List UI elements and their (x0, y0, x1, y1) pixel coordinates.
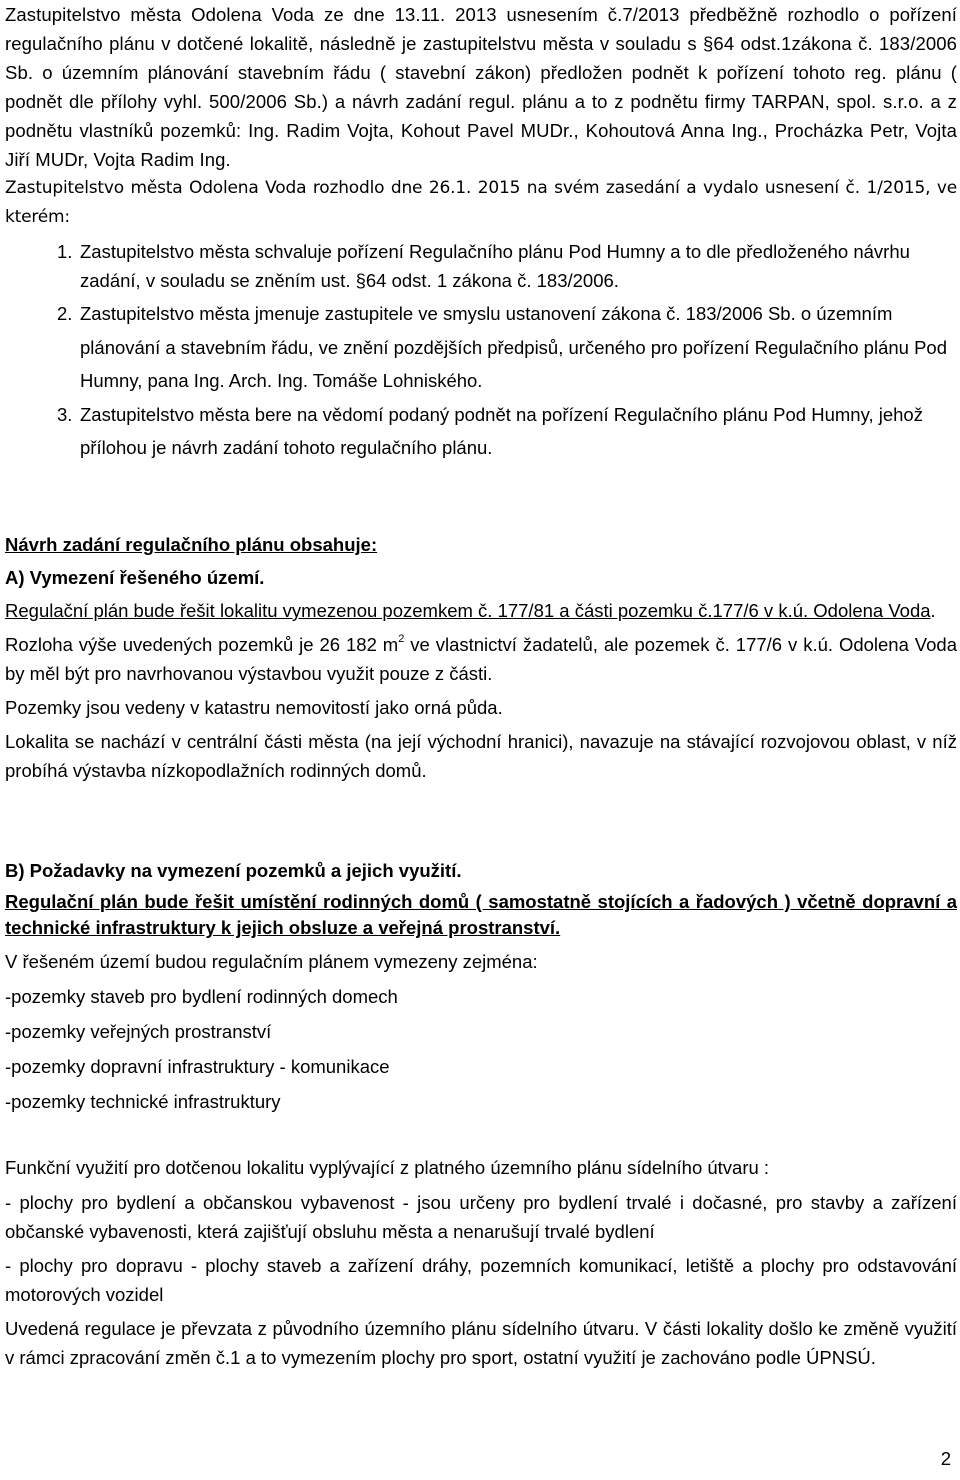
area-superscript: 2 (398, 633, 405, 645)
function-item-2: - plochy pro dopravu - plochy staveb a zařízení dráhy, pozemních komunikací, letiště a plochy pro odstavování motorových vozidel (5, 1255, 957, 1305)
section-b-title: B) Požadavky na vymezení pozemků a jejich využití. (5, 860, 462, 881)
section-a-title: A) Vymezení řešeného území. (5, 567, 265, 588)
section-b-intro: V řešeném území budou regulačním plánem vymezeny zejména: (5, 951, 538, 972)
resolution-item (5, 297, 957, 398)
section-main-heading (5, 530, 957, 559)
closing-paragraph: Uvedená regulace je převzata z původního územního plánu sídelního útvaru. V části lokality došlo ke změně využití v rámci zpracování změn č.1 a to vymezením plochy pro sport, ostatní využití je zachováno podle ÚPNSÚ. (5, 1318, 957, 1368)
resolution-text: Zastupitelstvo města bere na vědomí podaný podnět na pořízení Regulačního plánu Pod Humny, jehož přílohou je návrh zadání tohoto regulačního plánu. (80, 403, 923, 458)
section-b-lead: Regulační plán bude řešit umístění rodinných domů ( samostatně stojících a řadových ) včetně dopravní a technické infrastruktury k jejich obsluze a veřejná prostranství. (5, 891, 957, 938)
section-a-paragraph-1 (5, 596, 957, 625)
section-a-paragraph-2 (5, 630, 957, 688)
function-intro: Funkční využití pro dotčenou lokalitu vyplývající z platného územního plánu sídelního útvaru : (5, 1157, 770, 1178)
section-a (5, 563, 957, 785)
resolution-list (5, 237, 957, 465)
page-number: 2 (940, 1448, 951, 1469)
section-a-paragraph-3: Pozemky jsou vedeny v katastru nemovitostí jako orná půda. (5, 697, 503, 718)
section-a-parcel-text: Regulační plán bude řešit lokalitu vymezenou pozemkem č. 177/81 a části pozemku č.177/6 v k.ú. Odolena Voda (5, 600, 931, 621)
section-a-parcel-tail: . (930, 600, 936, 621)
intro-paragraph-1: Zastupitelstvo města Odolena Voda ze dne 13.11. 2013 usnesením č.7/2013 předběžně rozhodlo o pořízení regulačního plánu v dotčené lokalitě, následně je zastupitelstvu města v souladu s §64 odst.1zákona č. 183/2006 Sb. o územním plánování stavebním řádu ( stavební zákon) předložen podnět k pořízení tohoto reg. plánu ( podnět dle přílohy vyhl. 500/2006 Sb.) a návrh zadání regul. plánu a to z podnětu firmy TARPAN, spol. s.r.o. a z podnětu vlastníků pozemků: Ing. Radim Vojta, Kohout Pavel MUDr., Kohoutová Anna Ing., Procházka Petr, Vojta Jiří MUDr, Vojta Radim Ing. (5, 4, 957, 170)
section-a-area-text: Rozloha výše uvedených pozemků je 26 182 m (5, 634, 399, 655)
section-a-paragraph-4: Lokalita se nachází v centrální části města (na její východní hranici), navazuje na stávající rozvojovou oblast, v níž probíhá výstavba nízkopodlažních rodinných domů. (5, 731, 957, 781)
resolution-item (5, 237, 957, 295)
intro-paragraph-2: Zastupitelstvo města Odolena Voda rozhodlo dne 26.1. 2015 na svém zasedání a vydalo usnesení č. 1/2015, ve kterém: (5, 178, 957, 227)
resolution-number: 2. (57, 303, 73, 324)
list-item: -pozemky dopravní infrastruktury - komunikace (5, 1056, 390, 1077)
resolution-text: Zastupitelstvo města jmenuje zastupitele ve smyslu ustanovení zákona č. 183/2006 Sb. o územním plánování a stavebním řádu, ve znění pozdějších předpisů, určeného pro pořízení Regulačního plánu Pod Humny, pana Ing. Arch. Ing. Tomáše Lohniského. (80, 303, 947, 391)
list-item: -pozemky staveb pro bydlení rodinných domech (5, 986, 398, 1007)
list-item: -pozemky technické infrastruktury (5, 1091, 281, 1112)
section-heading: Návrh zadání regulačního plánu obsahuje: (5, 534, 378, 555)
resolution-number: 3. (57, 403, 73, 425)
list-item: -pozemky veřejných prostranství (5, 1021, 272, 1042)
resolution-item (5, 398, 957, 465)
function-item-1: - plochy pro bydlení a občanskou vybavenost - jsou určeny pro bydlení trvalé i dočasné, pro stavby a zařízení občanské vybavenosti, která zajišťují obsluhu města a nenarušují trvalé bydlení (5, 1192, 957, 1242)
section-b (5, 856, 957, 1372)
section-a-area-tail: ve vlastnictví žadatelů, ale pozemek č. 177/6 v k.ú. Odolena Voda by měl být pro navrhovanou výstavbou využit pouze z části. (5, 634, 957, 684)
resolution-number: 1. (57, 241, 73, 262)
resolution-text: Zastupitelstvo města schvaluje pořízení Regulačního plánu Pod Humny a to dle předloženého návrhu zadání, v souladu se zněním ust. §64 odst. 1 zákona č. 183/2006. (80, 241, 910, 291)
intro-block (5, 0, 957, 232)
